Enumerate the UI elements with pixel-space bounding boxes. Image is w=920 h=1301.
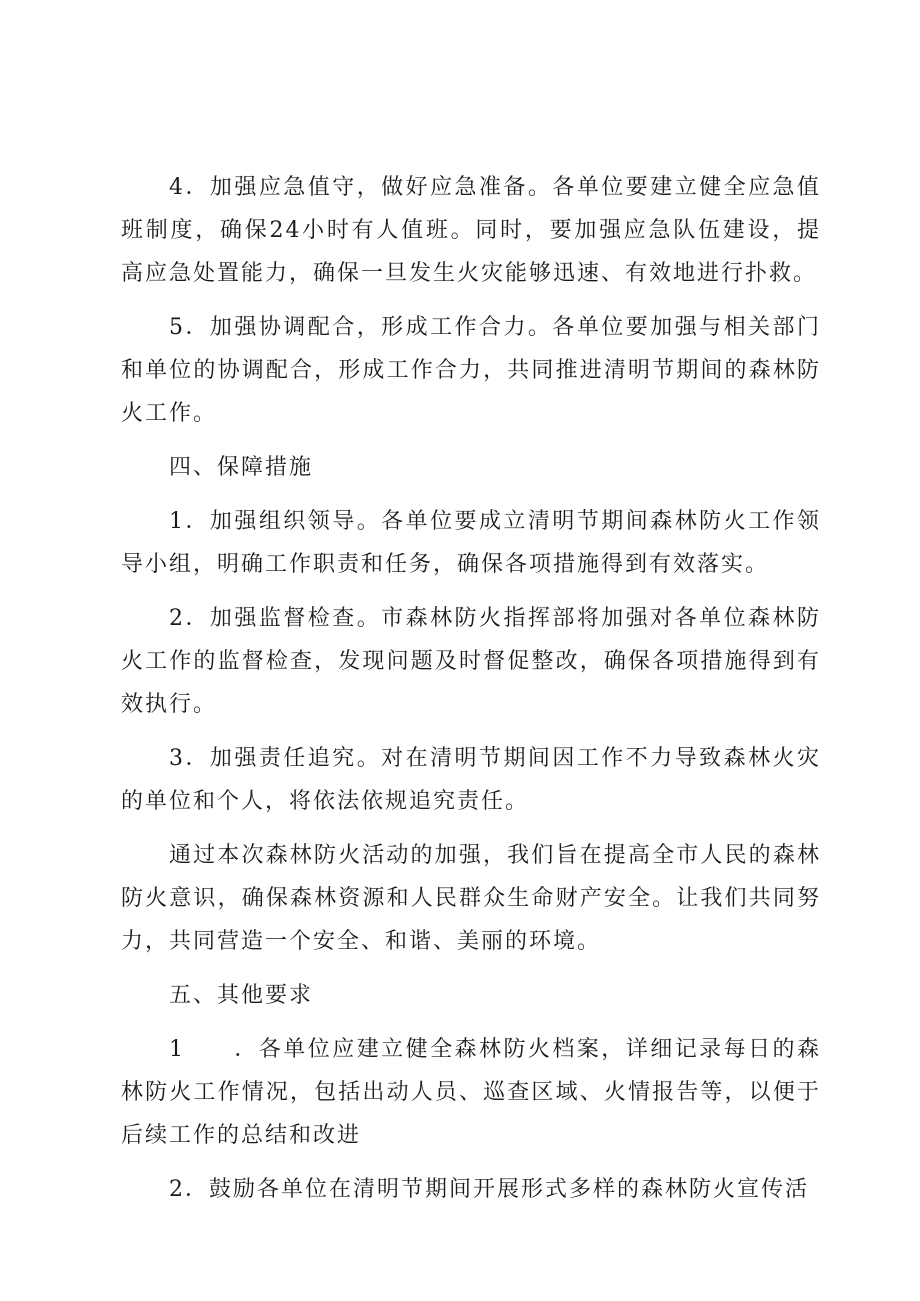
section-heading-safeguards: 四、保障措施 bbox=[169, 455, 314, 480]
paragraph-archives: 1 ．各单位应建立健全森林防火档案，详细记录每日的森林防火工作情况，包括出动人员、巡查区域、火情报告等，以便于后续工作的总结和改进 bbox=[121, 1037, 821, 1148]
paragraph-conclusion: 通过本次森林防火活动的加强，我们旨在提高全市人民的森林防火意识，确保森林资源和人民群众生命财产安全。让我们共同努力，共同营造一个安全、和谐、美丽的环境。 bbox=[121, 843, 821, 954]
paragraph-coordination: 5．加强协调配合，形成工作合力。各单位要加强与相关部门和单位的协调配合，形成工作合力，共同推进清明节期间的森林防火工作。 bbox=[121, 315, 821, 426]
paragraph-emergency-duty: 4．加强应急值守，做好应急准备。各单位要建立健全应急值班制度，确保24小时有人值班。同时，要加强应急队伍建设，提高应急处置能力，确保一旦发生火灾能够迅速、有效地进行扑救。 bbox=[121, 175, 821, 286]
paragraph-leadership: 1．加强组织领导。各单位要成立清明节期间森林防火工作领导小组，明确工作职责和任务，确保各项措施得到有效落实。 bbox=[121, 509, 821, 577]
section-heading-other-requirements: 五、其他要求 bbox=[169, 983, 314, 1008]
document-body bbox=[121, 166, 821, 1222]
paragraph-accountability: 3．加强责任追究。对在清明节期间因工作不力导致森林火灾的单位和个人，将依法依规追究责任。 bbox=[121, 746, 821, 814]
paragraph-supervision: 2．加强监督检查。市森林防火指挥部将加强对各单位森林防火工作的监督检查，发现问题及时督促整改，确保各项措施得到有效执行。 bbox=[121, 606, 821, 717]
paragraph-publicity: 2．鼓励各单位在清明节期间开展形式多样的森林防火宣传活 bbox=[169, 1177, 809, 1202]
